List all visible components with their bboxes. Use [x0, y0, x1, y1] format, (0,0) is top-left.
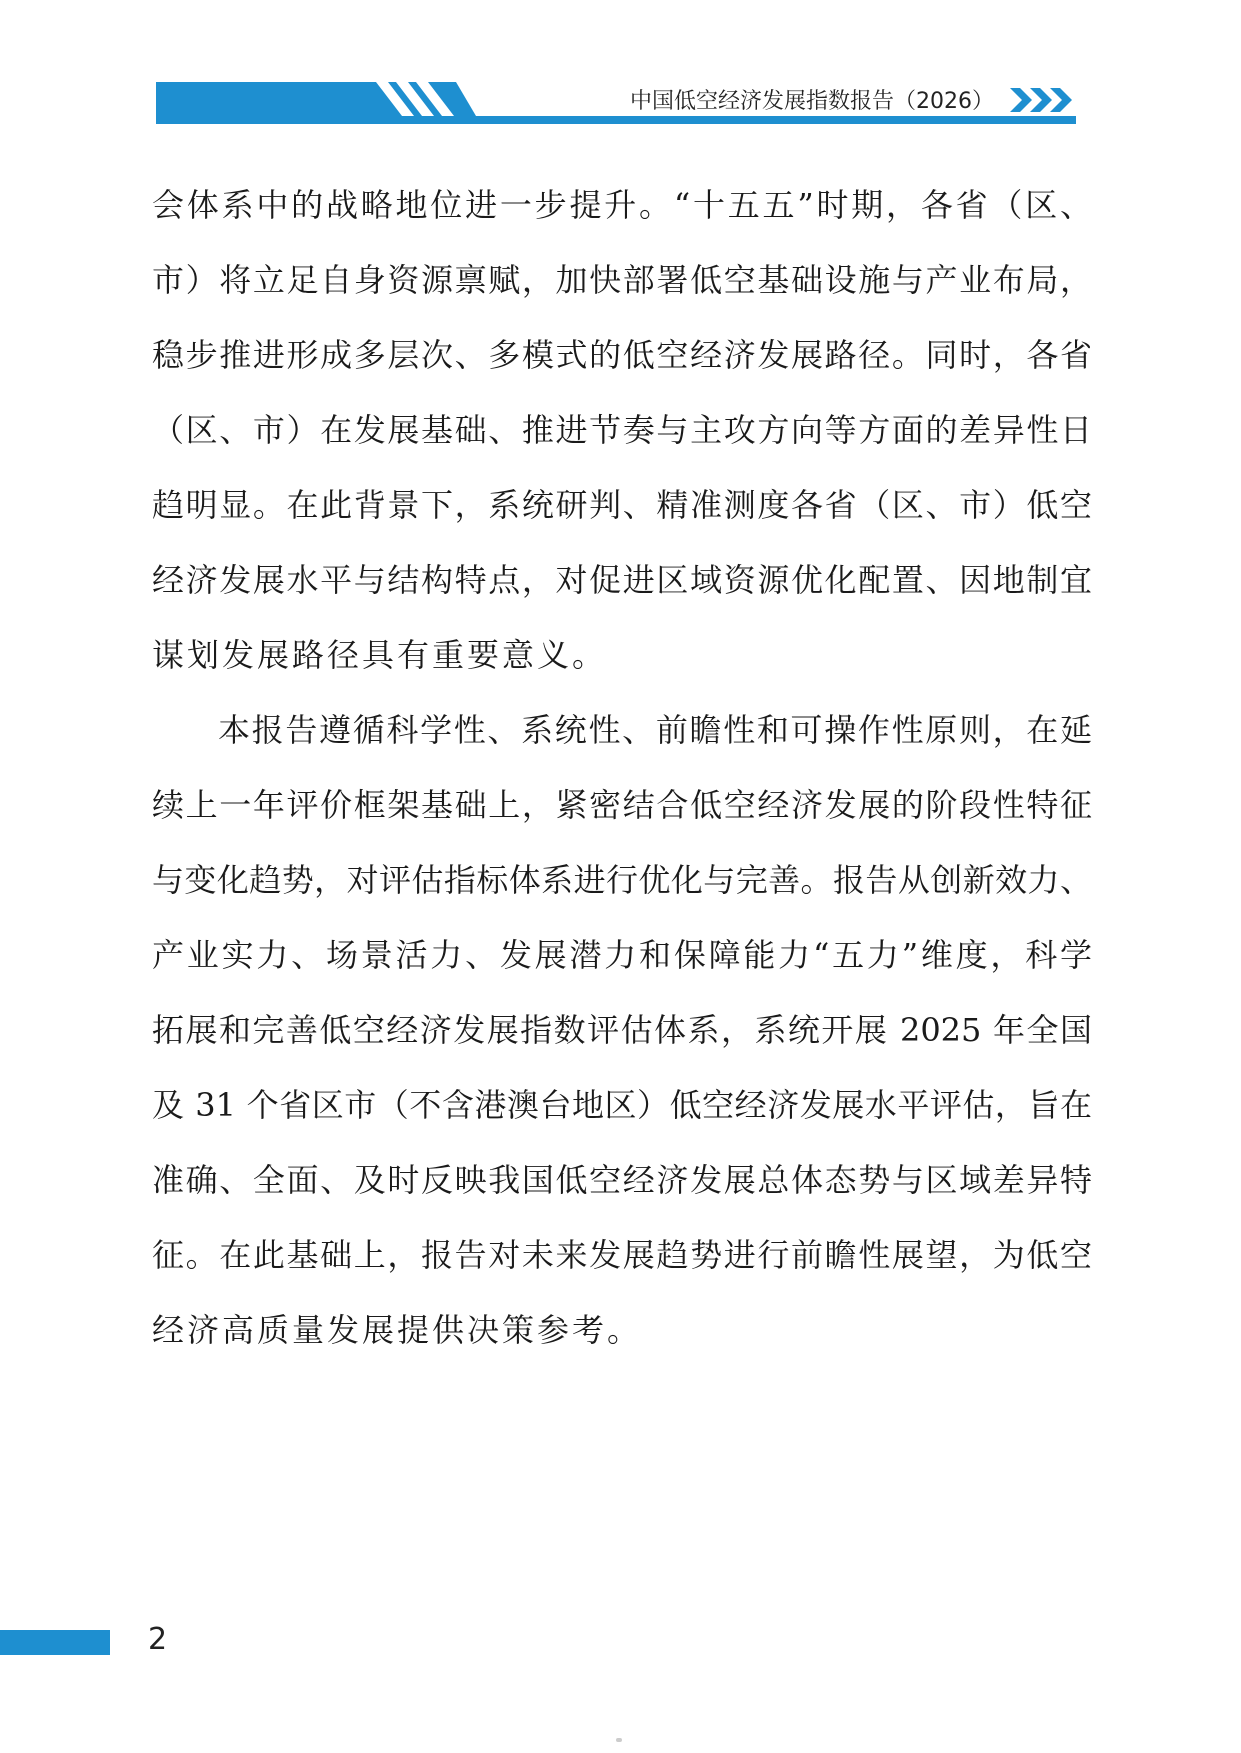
text-line: 谋划发展路径具有重要意义。 — [152, 636, 608, 674]
bottom-dot — [616, 1738, 622, 1742]
text-line: 拓展和完善低空经济发展指数评估体系，系统开展 2025 年全国 — [152, 1011, 1092, 1049]
text-line: 及 31 个省区市（不含港澳台地区）低空经济发展水平评估，旨在 — [152, 1086, 1092, 1124]
footer-accent-bar — [0, 1630, 110, 1655]
page-number: 2 — [148, 1622, 168, 1657]
body-text — [152, 168, 1092, 1368]
text-line: 经济发展水平与结构特点，对促进区域资源优化配置、因地制宜 — [152, 561, 1092, 599]
text-line: 产业实力、场景活力、发展潜力和保障能力“五力”维度，科学 — [152, 936, 1092, 974]
text-line: 稳步推进形成多层次、多模式的低空经济发展路径。同时，各省 — [152, 336, 1092, 374]
text-line: 经济高质量发展提供决策参考。 — [152, 1311, 643, 1349]
paragraph — [152, 693, 1092, 1368]
header-title: 中国低空经济发展指数报告（2026） — [630, 89, 994, 114]
text-line: 准确、全面、及时反映我国低空经济发展总体态势与区域差异特 — [152, 1161, 1092, 1199]
text-line: 趋明显。在此背景下，系统研判、精准测度各省（区、市）低空 — [152, 486, 1092, 524]
paragraph — [152, 168, 1092, 693]
text-line: 市）将立足自身资源禀赋，加快部署低空基础设施与产业布局， — [152, 261, 1092, 299]
text-line: 征。在此基础上，报告对未来发展趋势进行前瞻性展望，为低空 — [152, 1236, 1092, 1274]
text-line: 与变化趋势，对评估指标体系进行优化与完善。报告从创新效力、 — [152, 861, 1092, 899]
running-header — [156, 82, 1076, 126]
text-line: （区、市）在发展基础、推进节奏与主攻方向等方面的差异性日 — [152, 411, 1092, 449]
text-line: 会体系中的战略地位进一步提升。“十五五”时期，各省（区、 — [152, 186, 1092, 224]
text-line: 续上一年评价框架基础上，紧密结合低空经济发展的阶段性特征 — [152, 786, 1092, 824]
triple-chevron-right-icon — [1010, 86, 1076, 114]
text-line: 本报告遵循科学性、系统性、前瞻性和可操作性原则，在延 — [218, 711, 1092, 749]
